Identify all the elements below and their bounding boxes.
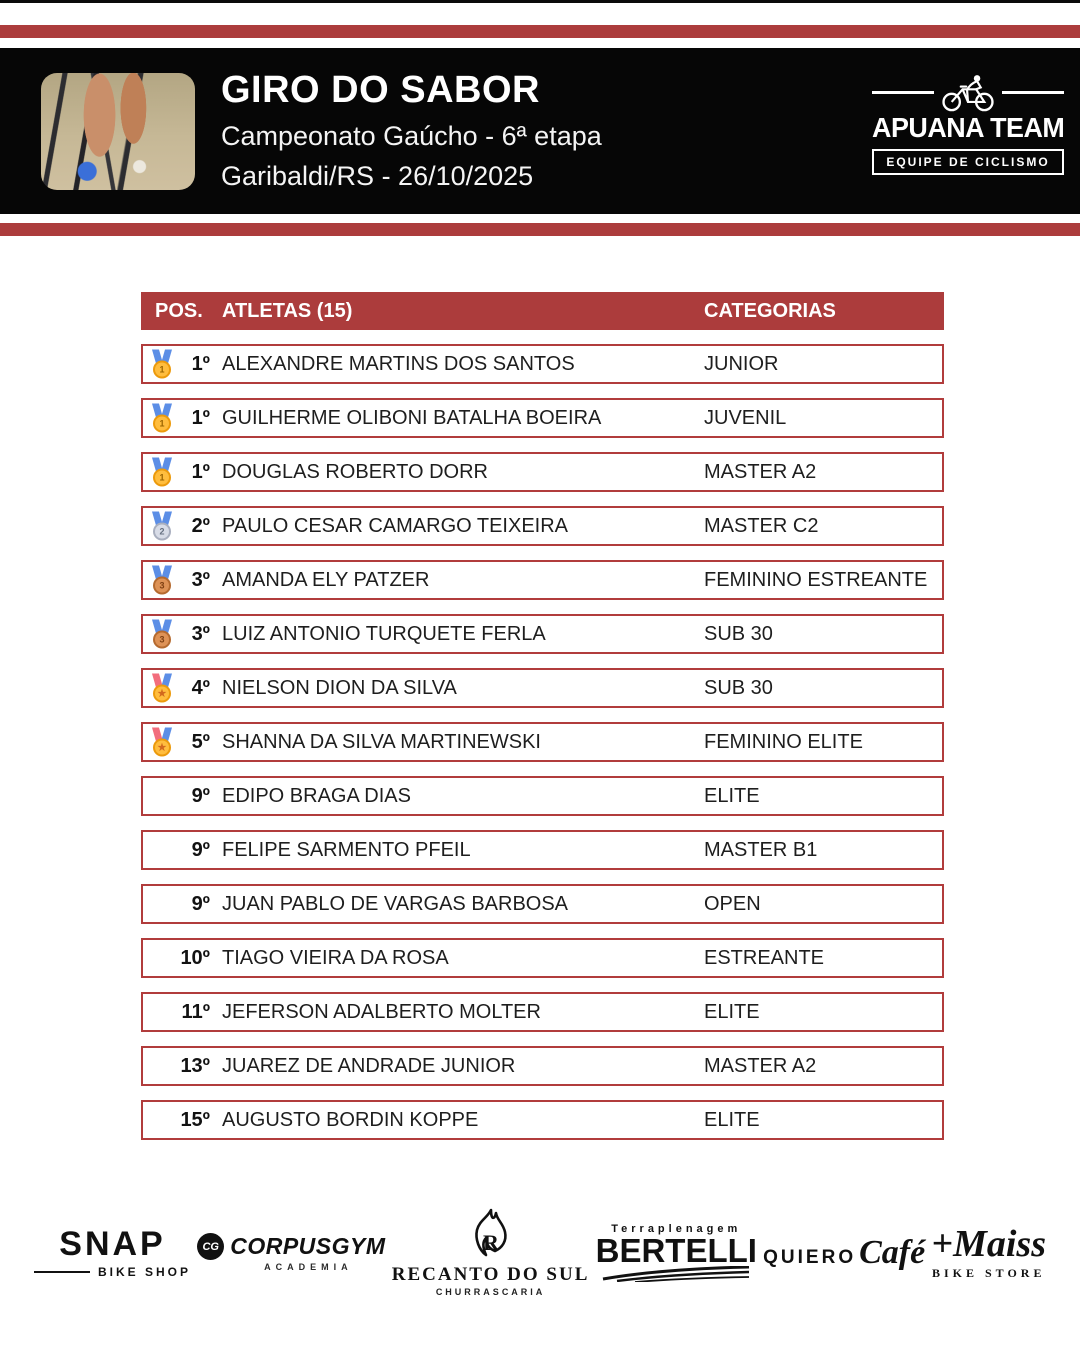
athlete-category: ELITE xyxy=(704,784,760,807)
athlete-category: FEMININO ESTREANTE xyxy=(704,568,928,591)
team-logo xyxy=(872,72,1064,175)
athlete-category: MASTER A2 xyxy=(704,460,817,483)
table-row xyxy=(141,560,944,600)
column-header-athletes: ATLETAS (15) xyxy=(222,299,353,322)
recanto-wordmark: RECANTO DO SUL xyxy=(391,1264,590,1285)
table-row xyxy=(141,938,944,978)
row-position: 9º xyxy=(191,892,210,915)
row-position: 1º xyxy=(191,406,210,429)
road-swoosh-icon xyxy=(601,1266,751,1282)
athlete-category: MASTER A2 xyxy=(704,1054,817,1077)
row-position: 2º xyxy=(191,514,210,537)
sponsor-logo-quiero-cafe xyxy=(763,1233,926,1271)
table-row xyxy=(141,506,944,546)
athlete-category: SUB 30 xyxy=(704,622,773,645)
event-info xyxy=(221,48,602,214)
medal-disc: 2 xyxy=(153,523,171,541)
row-position: 10º xyxy=(180,946,210,969)
medal-disc: 3 xyxy=(153,631,171,649)
table-rows xyxy=(141,344,944,1140)
logo-left-line xyxy=(872,91,934,94)
sports-medal-icon xyxy=(151,728,173,757)
snap-tagline: BIKE SHOP xyxy=(98,1264,192,1279)
table-row xyxy=(141,1100,944,1140)
gold-medal-icon xyxy=(151,350,173,379)
athlete-name: JEFERSON ADALBERTO MOLTER xyxy=(222,1000,541,1023)
sponsor-logo-bertelli xyxy=(596,1223,757,1282)
row-position: 9º xyxy=(191,838,210,861)
table-row xyxy=(141,398,944,438)
row-position: 3º xyxy=(191,568,210,591)
table-row xyxy=(141,344,944,384)
athlete-name: NIELSON DION DA SILVA xyxy=(222,676,457,699)
athlete-name: LUIZ ANTONIO TURQUETE FERLA xyxy=(222,622,546,645)
event-location-date: Garibaldi/RS - 26/10/2025 xyxy=(221,160,534,191)
athlete-category: ELITE xyxy=(704,1108,760,1131)
corpusgym-monogram-icon: CG xyxy=(197,1233,224,1260)
table-row xyxy=(141,776,944,816)
sponsor-strip xyxy=(0,1195,1080,1310)
cycling-photo xyxy=(41,73,195,190)
sponsor-logo-maiss xyxy=(931,1222,1046,1281)
recanto-tagline: CHURRASCARIA xyxy=(435,1287,546,1297)
cafe-script-wordmark: Café xyxy=(859,1233,926,1271)
medal-disc: 3 xyxy=(153,577,171,595)
row-position: 11º xyxy=(181,1000,210,1023)
table-row xyxy=(141,884,944,924)
athlete-category: FEMININO ELITE xyxy=(704,730,863,753)
athlete-name: GUILHERME OLIBONI BATALHA BOEIRA xyxy=(222,406,602,429)
flame-icon xyxy=(468,1208,514,1262)
medal-disc: 1 xyxy=(153,361,171,379)
snap-wordmark: SNAP xyxy=(59,1224,166,1263)
top-black-stripe xyxy=(0,0,1080,3)
athlete-name: JUAN PABLO DE VARGAS BARBOSA xyxy=(222,892,569,915)
gold-medal-icon xyxy=(151,458,173,487)
corpusgym-tagline: ACADEMIA xyxy=(264,1262,353,1272)
maiss-tagline: BIKE STORE xyxy=(931,1265,1046,1280)
athlete-category: ESTREANTE xyxy=(704,946,825,969)
maiss-wordmark: +Maiss xyxy=(931,1222,1046,1265)
medal-disc: ★ xyxy=(153,685,171,703)
quiero-wordmark: QUIERO xyxy=(763,1246,857,1268)
bertelli-wordmark: BERTELLI xyxy=(595,1231,757,1269)
table-row xyxy=(141,1046,944,1086)
row-position: 5º xyxy=(191,730,210,753)
athlete-name: EDIPO BRAGA DIAS xyxy=(222,784,411,807)
event-subtitle: Campeonato Gaúcho - 6ª etapa xyxy=(221,120,602,151)
bertelli-tagline: Terraplenagem xyxy=(611,1222,742,1235)
sponsor-logo-recanto-do-sul xyxy=(392,1208,590,1297)
sponsor-logo-corpusgym xyxy=(197,1233,385,1272)
svg-text:R: R xyxy=(482,1230,499,1255)
row-position: 15º xyxy=(180,1108,210,1131)
athlete-category: MASTER C2 xyxy=(704,514,819,537)
athlete-category: JUVENIL xyxy=(704,406,787,429)
athlete-name: SHANNA DA SILVA MARTINEWSKI xyxy=(222,730,541,753)
athlete-category: OPEN xyxy=(704,892,761,915)
athlete-category: MASTER B1 xyxy=(704,838,818,861)
row-position: 4º xyxy=(191,676,210,699)
medal-disc: ★ xyxy=(153,739,171,757)
row-position: 13º xyxy=(180,1054,210,1077)
medal-disc: 1 xyxy=(153,469,171,487)
row-position: 9º xyxy=(191,784,210,807)
top-red-stripe xyxy=(0,25,1080,38)
athlete-name: AMANDA ELY PATZER xyxy=(222,568,430,591)
gold-medal-icon xyxy=(151,404,173,433)
sponsor-logo-snap xyxy=(34,1224,192,1279)
bronze-medal-icon xyxy=(151,620,173,649)
medal-disc: 1 xyxy=(153,415,171,433)
column-header-categories: CATEGORIAS xyxy=(704,299,836,322)
table-row xyxy=(141,452,944,492)
team-name: APUANA TEAM xyxy=(871,112,1065,143)
table-row xyxy=(141,614,944,654)
team-tagline: EQUIPE DE CICLISMO xyxy=(872,149,1064,175)
snap-rule-line xyxy=(34,1271,90,1273)
athlete-name: DOUGLAS ROBERTO DORR xyxy=(222,460,488,483)
athlete-name: PAULO CESAR CAMARGO TEIXEIRA xyxy=(222,514,569,537)
table-row xyxy=(141,992,944,1032)
results-table xyxy=(141,292,944,1140)
event-title: GIRO DO SABOR xyxy=(221,69,540,112)
row-position: 3º xyxy=(191,622,210,645)
logo-right-line xyxy=(1002,91,1064,94)
athlete-name: ALEXANDRE MARTINS DOS SANTOS xyxy=(222,352,575,375)
table-header xyxy=(141,292,944,330)
row-position: 1º xyxy=(191,352,210,375)
sports-medal-icon xyxy=(151,674,173,703)
athlete-name: JUAREZ DE ANDRADE JUNIOR xyxy=(222,1054,516,1077)
table-row xyxy=(141,722,944,762)
corpusgym-wordmark: CORPUSGYM xyxy=(230,1233,386,1259)
athlete-category: JUNIOR xyxy=(704,352,779,375)
team-logo-top xyxy=(872,72,1064,112)
athlete-name: AUGUSTO BORDIN KOPPE xyxy=(222,1108,479,1131)
header-bottom-red-stripe xyxy=(0,223,1080,236)
athlete-category: SUB 30 xyxy=(704,676,773,699)
cyclist-icon xyxy=(939,72,997,112)
athlete-category: ELITE xyxy=(704,1000,760,1023)
silver-medal-icon xyxy=(151,512,173,541)
athlete-name: FELIPE SARMENTO PFEIL xyxy=(222,838,471,861)
header-banner xyxy=(0,48,1080,214)
bronze-medal-icon xyxy=(151,566,173,595)
column-header-pos: POS. xyxy=(155,299,203,322)
table-row xyxy=(141,668,944,708)
table-row xyxy=(141,830,944,870)
row-position: 1º xyxy=(191,460,210,483)
athlete-name: TIAGO VIEIRA DA ROSA xyxy=(222,946,449,969)
